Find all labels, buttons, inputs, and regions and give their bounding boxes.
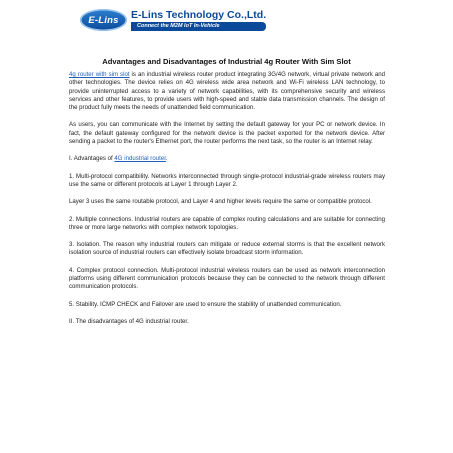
company-header — [80, 6, 266, 34]
paragraph-layer3: Layer 3 uses the same routable protocol, and Layer 4 and higher levels require the same or compatible protocol. — [69, 198, 372, 206]
document-body — [69, 71, 385, 326]
paragraph-intro — [69, 71, 385, 112]
paragraph-stability: 5. Stability. ICMP CHECK and Failover are used to ensure the stability of unattended communication. — [69, 300, 342, 308]
link-4g-industrial-router[interactable]: 4G industrial router — [114, 155, 166, 163]
company-logo — [80, 9, 127, 31]
tagline: Connect the M2M IoT In-Vehicle — [137, 23, 220, 29]
tagline-bar — [131, 22, 266, 31]
section-heading-disadvantages: II. The disadvantages of 4G industrial router. — [69, 317, 189, 325]
paragraph-complex-protocol: 4. Complex protocol connection. Multi-protocol industrial wireless routers can be used as network interconnection platforms using different communication protocols because they can be connected to the network through different communication protocols. — [69, 266, 385, 291]
company-name: E-Lins Technology Co.,Ltd. — [131, 9, 267, 21]
logo-text: E-Lins — [88, 14, 119, 26]
paragraph-multiple-connections: 2. Multiple connections. Industrial routers are capable of complex routing calculations and are suitable for connecting three or more large networks with complex network topologies. — [69, 215, 385, 231]
document-title: Advantages and Disadvantages of Industrial 4g Router With Sim Slot — [102, 57, 351, 66]
section-heading-suffix: . — [165, 155, 168, 163]
paragraph-intro-text: is an industrial wireless router product integrating 3G/4G network, virtual private network and other technologies. The device relies on 4G wireless wide area network and Wi-Fi wireless LAN technology, to provide uninterrupted access to a variety of network capabilities, with its comprehensive security and wireless services and other features, to provide users with high-speed and stable data transmission channels. The design of the product fully meets the needs of unattended field communication. — [69, 71, 385, 112]
paragraph-multi-protocol: 1. Multi-protocol compatibility. Networks interconnected through single-protocol industrial-grade wireless routers may use the same or different protocols at Layer 1 through Layer 2. — [69, 172, 385, 188]
link-4g-router-with-sim-slot[interactable]: 4g router with sim slot — [69, 71, 130, 78]
company-branding — [131, 9, 266, 31]
paragraph-gateway: As users, you can communicate with the Internet by setting the default gateway for your PC or network device. In fact, the default gateway configured for the network device is the packet exported for the network device. After sending a packet to the router's Ethernet port, the router performs the next task, so the router is an Internet relay. — [69, 121, 385, 146]
section-heading-prefix: I. Advantages of — [69, 155, 115, 163]
paragraph-isolation: 3. Isolation. The reason why industrial routers can mitigate or reduce external storms is that the excellent network isolation source of industrial routers can effectively isolate broadcast storm information. — [69, 241, 385, 257]
section-heading-advantages — [69, 155, 385, 163]
